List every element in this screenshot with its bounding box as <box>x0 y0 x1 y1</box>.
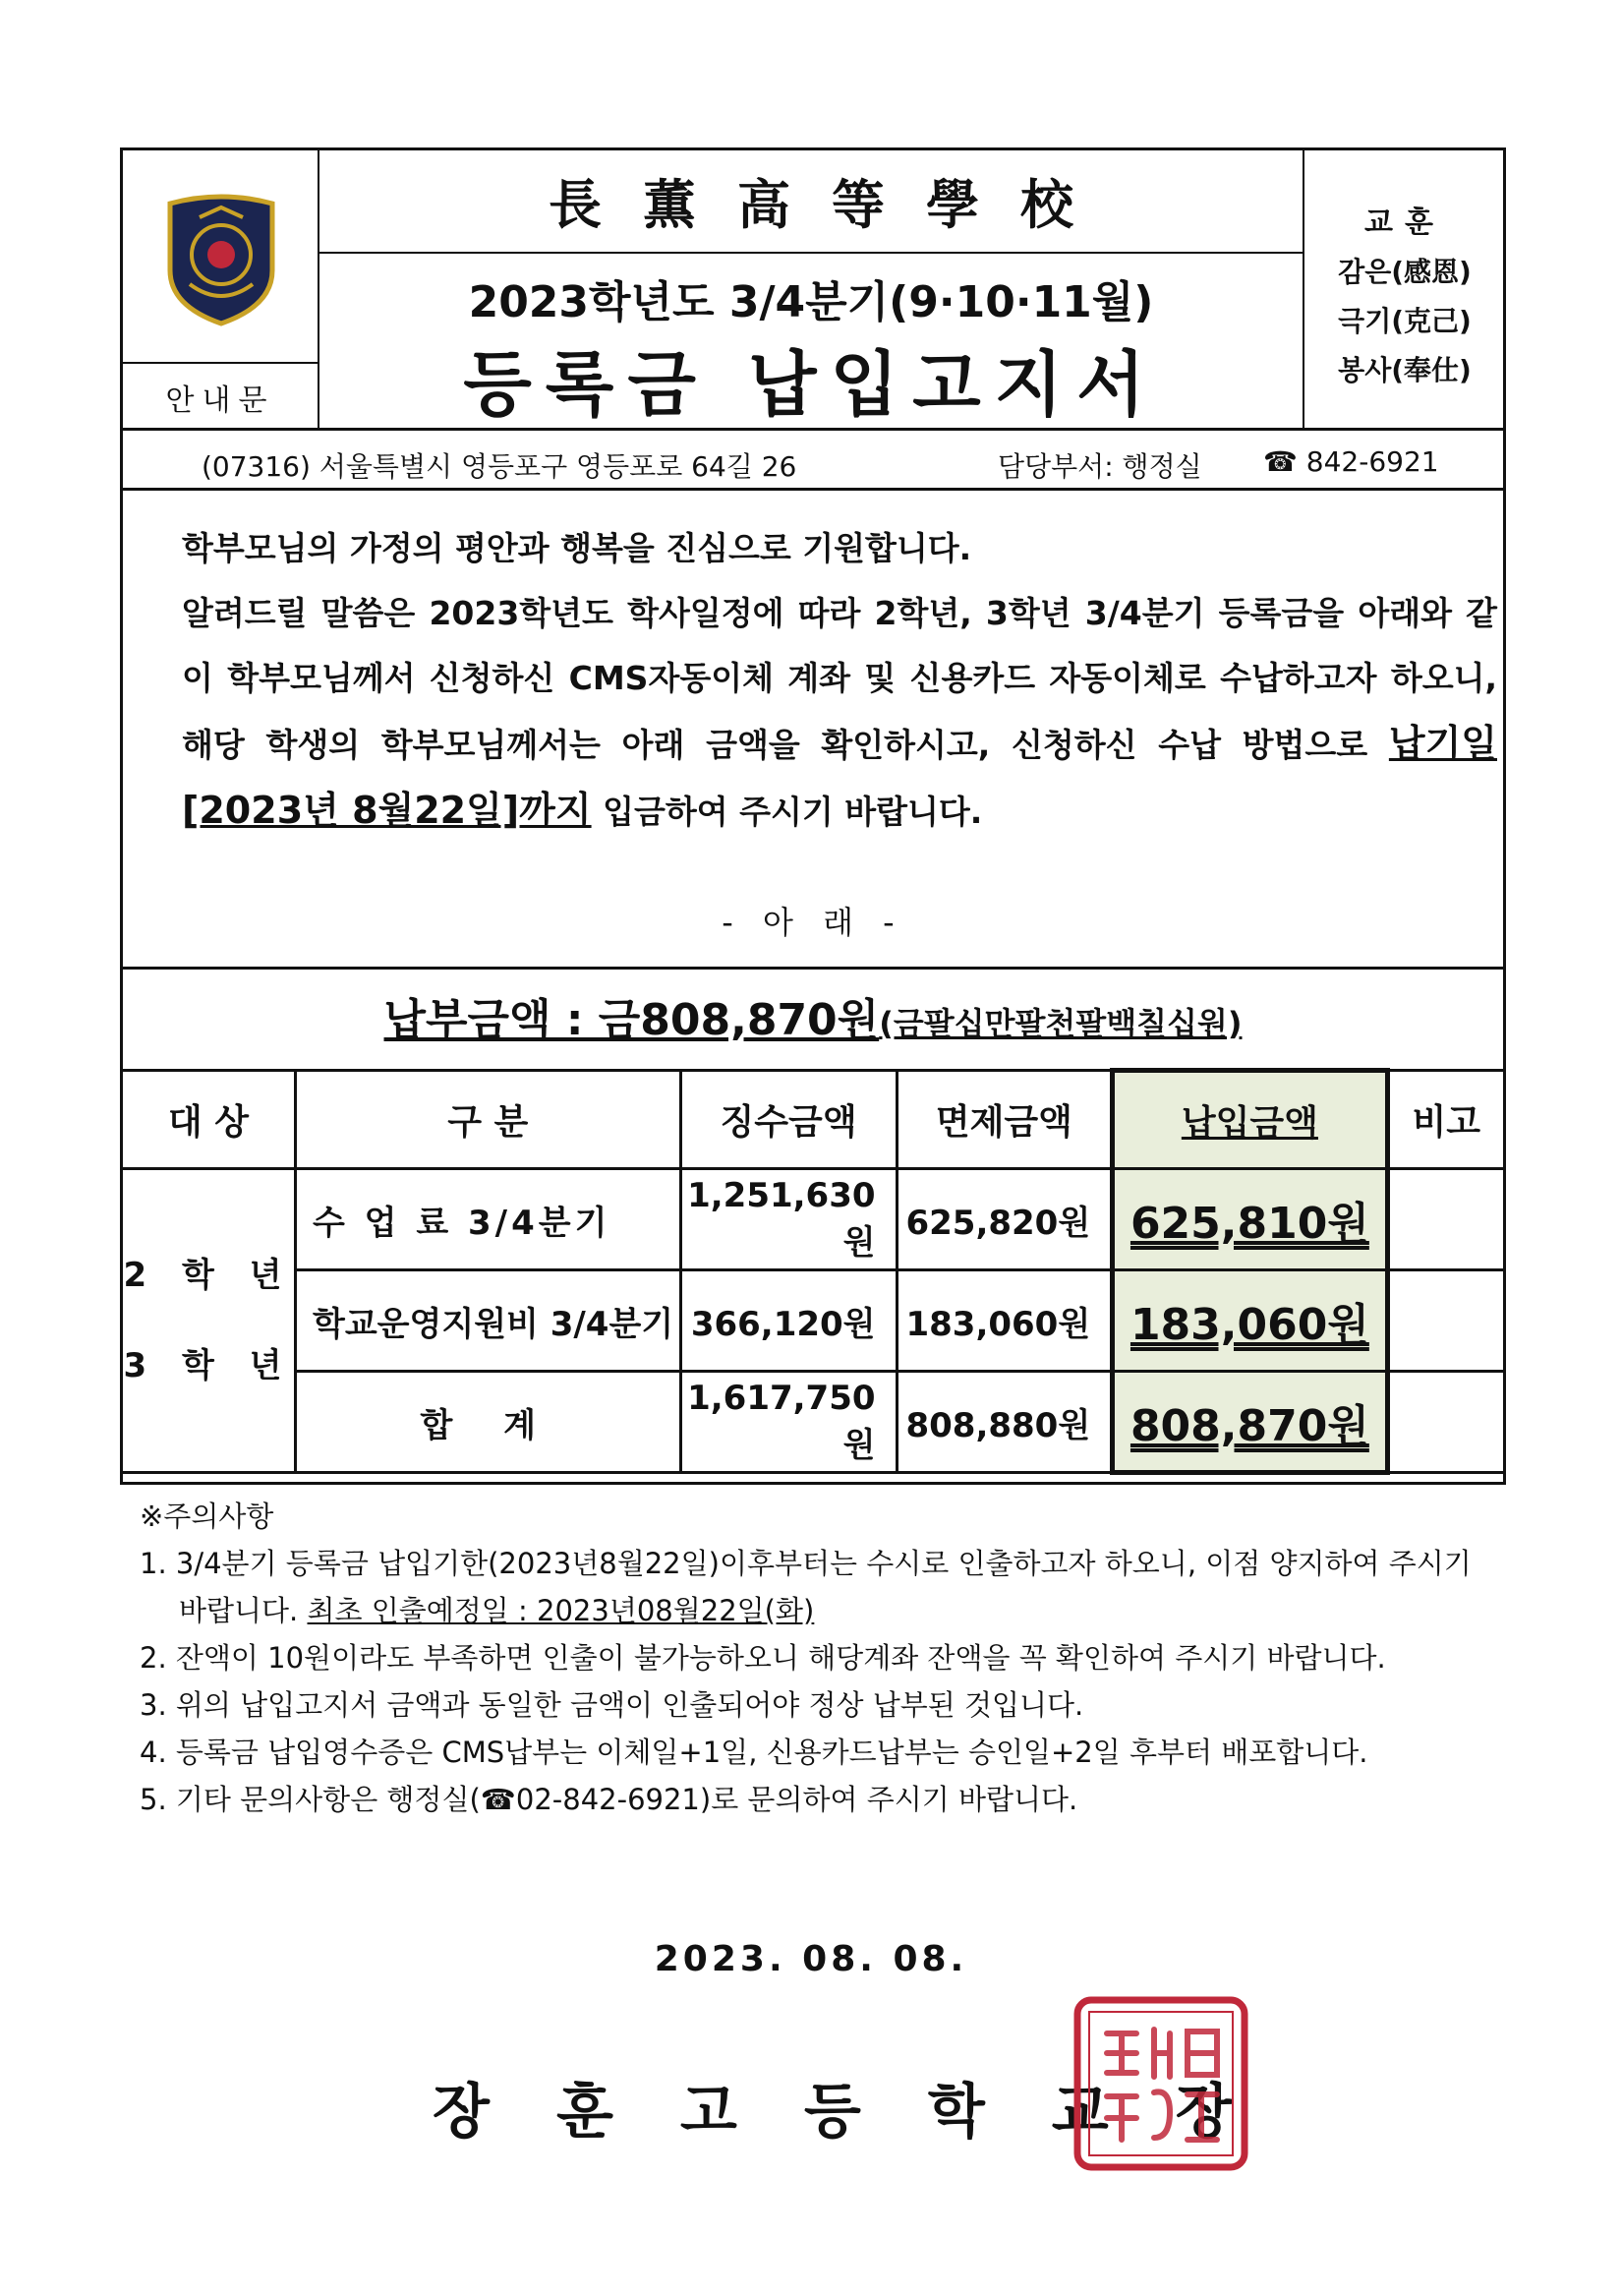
school-address: (07316) 서울특별시 영등포구 영등포로 64길 26 <box>202 450 797 483</box>
signer: 장훈고등학교장 <box>433 2078 1300 2147</box>
target-grades <box>122 1169 296 1473</box>
pay-cell <box>1113 1270 1387 1372</box>
total-label: 합 계 <box>295 1372 680 1473</box>
issue-date: 2023. 08. 08. <box>654 1939 968 1979</box>
collect-cell: 1,251,630원 <box>680 1169 897 1270</box>
header <box>123 150 1503 431</box>
due-date: 납기일[2023년 8월22일]까지 <box>182 722 1497 832</box>
contact-row <box>123 434 1503 491</box>
below-marker: - 아 래 - <box>722 904 904 941</box>
exempt-cell: 625,820원 <box>897 1169 1113 1270</box>
notes-title: ※주의사항 <box>140 1500 274 1533</box>
category-cell: 학교운영지원비 3/4분기 <box>295 1270 680 1372</box>
school-name-hanja: 長薫高等學校 <box>319 150 1303 254</box>
notes <box>140 1493 1496 1823</box>
pay-total: 808,870원 <box>1130 1400 1369 1451</box>
collect-total: 1,617,750원 <box>680 1372 897 1473</box>
col-header-target: 대 상 <box>122 1071 296 1169</box>
note-item: 4. 등록금 납입영수증은 CMS납부는 이체일+1일, 신용카드납부는 승인일+2일 후부터 배포합니다. <box>140 1736 1368 1769</box>
department: 담당부서: 행정실 <box>998 450 1202 483</box>
doc-title: 등록금 납입고지서 <box>463 343 1159 426</box>
main-paragraph <box>133 581 1497 845</box>
fee-table <box>120 1068 1506 1475</box>
note-item <box>140 1540 1496 1634</box>
motto-item: 극기(克己) <box>1338 305 1472 337</box>
col-header-exempt: 면제금액 <box>897 1071 1113 1169</box>
col-header-collect: 징수금액 <box>680 1071 897 1169</box>
notice-body <box>133 516 1497 845</box>
motto-item: 봉사(奉仕) <box>1338 354 1472 386</box>
category-cell: 수 업 료 3/4분기 <box>295 1169 680 1270</box>
col-header-category: 구 분 <box>295 1071 680 1169</box>
payment-amount-words: (금팔십만팔천팔백칠십원) <box>879 1005 1243 1042</box>
exempt-cell: 183,060원 <box>897 1270 1113 1372</box>
payment-amount-figure: 납부금액 : 금808,870원 <box>383 995 880 1045</box>
note-cell <box>1387 1169 1504 1270</box>
paragraph-text: 알려드릴 말씀은 2023학년도 학사일정에 따라 2학년, 3학년 3/4분기 등록금을 아래와 같이 학부모님께서 신청하신 CMS자동이체 계좌 및 신용카드 자동이체로 수납하고자 하오니, 해당 학생의 학부모님께서는 아래 금액을 확인하시고, 신청하신 수납 방법으로 <box>182 594 1497 764</box>
col-header-note: 비고 <box>1387 1071 1504 1169</box>
motto-title: 교훈 <box>1364 206 1445 240</box>
title-block <box>319 150 1303 431</box>
paragraph-text-end: 입금하여 주시기 바랍니다. <box>591 793 983 831</box>
grade-2: 2 학 년 <box>123 1256 294 1295</box>
note-item: 2. 잔액이 10원이라도 부족하면 인출이 불가능하오니 해당계좌 잔액을 꼭 확인하여 주시기 바랍니다. <box>140 1641 1386 1675</box>
divider <box>123 967 1503 970</box>
note-cell <box>1387 1372 1504 1473</box>
pay-cell <box>1113 1169 1387 1270</box>
table-row-total <box>122 1372 1505 1473</box>
note-item: 5. 기타 문의사항은 행정실(☎02-842-6921)로 문의하여 주시기 바랍니다. <box>140 1783 1078 1816</box>
logo-cell <box>123 150 319 431</box>
official-seal-icon <box>1072 1994 1250 2173</box>
table-row <box>122 1270 1505 1372</box>
notice-label: 안내문 <box>123 362 318 431</box>
collect-cell: 366,120원 <box>680 1270 897 1372</box>
pay-value: 183,060원 <box>1130 1300 1369 1350</box>
note-text: 1. 3/4분기 등록금 납입기한(2023년8월22일)이후부터는 수시로 인출하고자 하오니, 이점 양지하여 주시기 바랍니다. <box>140 1547 1472 1627</box>
phone-number: ☎ 842-6921 <box>1263 445 1439 478</box>
pay-total-cell <box>1113 1372 1387 1473</box>
grade-3: 3 학 년 <box>123 1346 294 1385</box>
school-emblem-icon <box>160 190 282 327</box>
pay-value: 625,810원 <box>1130 1199 1369 1249</box>
first-withdrawal-date: 최초 인출예정일 : 2023년08월22일(화) <box>307 1594 815 1627</box>
greeting: 학부모님의 가정의 평안과 행복을 진심으로 기원합니다. <box>182 529 972 567</box>
payment-amount <box>123 984 1503 1047</box>
table-header-row <box>122 1071 1505 1169</box>
motto-item: 감은(感恩) <box>1338 256 1472 288</box>
col-header-pay: 납입금액 <box>1113 1071 1387 1169</box>
motto-block <box>1303 150 1503 431</box>
table-row <box>122 1169 1505 1270</box>
doc-subtitle: 2023학년도 3/4분기(9·10·11월) <box>468 277 1154 327</box>
notice-frame <box>120 147 1506 1485</box>
note-item: 3. 위의 납입고지서 금액과 동일한 금액이 인출되어야 정상 납부된 것입니다. <box>140 1688 1084 1722</box>
note-cell <box>1387 1270 1504 1372</box>
exempt-total: 808,880원 <box>897 1372 1113 1473</box>
